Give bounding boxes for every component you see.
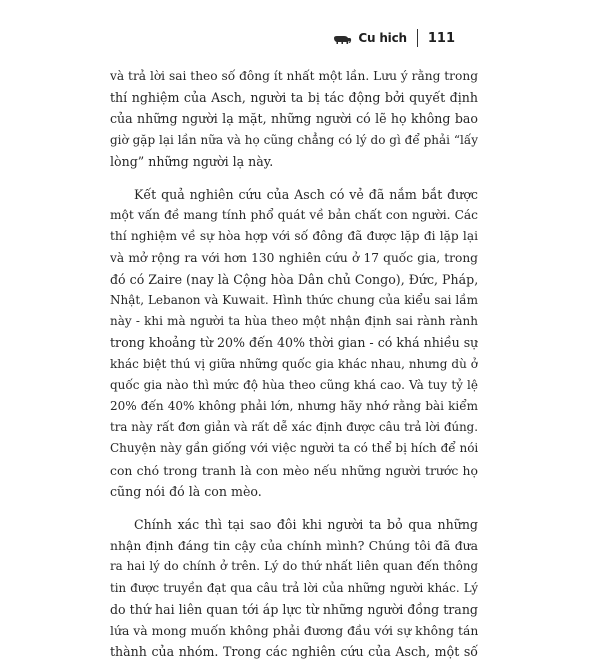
text-line: lòng” những người lạ này. <box>110 153 274 169</box>
text-line: này - khi mà người ta hùa theo một nhận định sai rành rành <box>110 314 478 329</box>
text-line: trong khoảng từ 20% đến 40% thời gian - có khá nhiều sự <box>110 335 478 351</box>
text-line: quốc gia nào thì mức độ hùa theo cũng khá cao. Và tuy tỷ lệ <box>110 377 478 392</box>
elephant-logo-icon <box>332 32 352 44</box>
body-text <box>110 66 478 662</box>
paragraph-1 <box>110 66 478 172</box>
page-number: 111 <box>427 30 455 46</box>
text-line: 20% đến 40% không phải lớn, nhưng hãy nhớ rằng bài kiểm <box>110 399 478 414</box>
text-line: cũng nói đó là con mèo. <box>110 483 262 499</box>
running-head <box>332 27 455 49</box>
text-line: do thứ hai liên quan tới áp lực từ những người đồng trang <box>110 601 478 617</box>
book-title: Cu hich <box>358 31 407 45</box>
text-line: Chính xác thì tại sao đôi khi người ta bỏ qua những <box>134 517 478 533</box>
text-line: và trả lời sai theo số đông ít nhất một lần. Lưu ý rằng trong <box>110 69 478 83</box>
text-line: Nhật, Lebanon và Kuwait. Hình thức chung của kiểu sai lầm <box>110 293 478 308</box>
header-divider <box>417 29 418 47</box>
text-line: tra này rất đơn giản và rất dễ xác định được câu trả lời đúng. <box>110 420 478 435</box>
text-line: giờ gặp lại lần nữa và họ cũng chẳng có lý do gì để phải “lấy <box>110 132 478 147</box>
text-line: thí nghiệm của Asch, người ta bị tác động bởi quyết định <box>110 90 478 106</box>
text-line: thành của nhóm. Trong các nghiên cứu của Asch, một số <box>110 644 478 660</box>
text-line: nhận định đáng tin cậy của chính mình? Chúng tôi đã đưa <box>110 538 478 554</box>
text-line: đó có Zaire (nay là Cộng hòa Dân chủ Congo), Đức, Pháp, <box>110 271 478 287</box>
text-line: của những người lạ mặt, những người có lẽ họ không bao <box>110 111 478 127</box>
text-line: tin được truyền đạt qua câu trả lời của những người khác. Lý <box>110 580 478 595</box>
text-line: và mở rộng ra với hơn 130 nghiên cứu ở 17 quốc gia, trong <box>110 250 478 265</box>
text-line: thí nghiệm về sự hòa hợp với số đông đã được lặp đi lặp lại <box>110 229 478 244</box>
text-line: Kết quả nghiên cứu của Asch có vẻ đã nắm bắt được <box>134 187 478 203</box>
paragraph-2 <box>110 184 478 502</box>
text-line: một vấn đề mang tính phổ quát về bản chất con người. Các <box>110 208 478 223</box>
text-line: con chó trong tranh là con mèo nếu những người trước họ <box>110 462 478 478</box>
text-line: khác biệt thú vị giữa những quốc gia khác nhau, nhưng dù ở <box>110 356 478 371</box>
text-line: Chuyện này gần giống với việc người ta có thể bị hích để nói <box>110 441 478 456</box>
paragraph-3 <box>110 514 478 662</box>
text-line: lứa và mong muốn không phải đương đầu với sự không tán <box>110 623 478 639</box>
text-line: ra hai lý do chính ở trên. Lý do thứ nhất liên quan đến thông <box>110 559 478 574</box>
